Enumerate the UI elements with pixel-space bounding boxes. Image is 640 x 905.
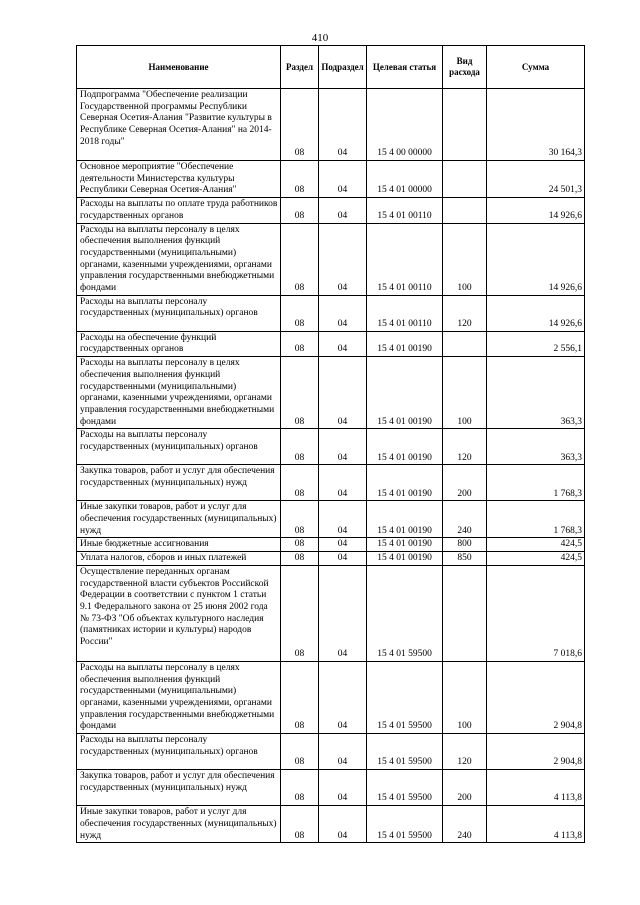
- row-name: Закупка товаров, работ и услуг для обеспечения государственных (муниципальных) нужд: [77, 465, 281, 501]
- header-subsection: Подраздел: [319, 46, 367, 89]
- table-row: [77, 501, 585, 538]
- row-section: 08: [281, 661, 319, 733]
- row-expense-type: [443, 198, 487, 223]
- row-sum: 14 926,6: [487, 198, 585, 223]
- table-row: [77, 770, 585, 806]
- row-expense-type: 200: [443, 770, 487, 806]
- row-section: 08: [281, 331, 319, 356]
- row-target: 15 4 01 00190: [367, 429, 443, 465]
- row-subsection: 04: [319, 661, 367, 733]
- row-sum: 4 113,8: [487, 806, 585, 843]
- row-sum: 363,3: [487, 357, 585, 429]
- row-section: 08: [281, 89, 319, 161]
- row-sum: 2 904,8: [487, 734, 585, 770]
- row-subsection: 04: [319, 295, 367, 331]
- table-row: [77, 161, 585, 198]
- row-expense-type: 240: [443, 806, 487, 843]
- row-target: 15 4 01 00190: [367, 357, 443, 429]
- row-subsection: 04: [319, 806, 367, 843]
- row-sum: 1 768,3: [487, 501, 585, 538]
- row-sum: 7 018,6: [487, 565, 585, 661]
- row-name: Уплата налогов, сборов и иных платежей: [77, 552, 281, 566]
- row-name: Закупка товаров, работ и услуг для обеспечения государственных (муниципальных) нужд: [77, 770, 281, 806]
- row-name: Расходы на выплаты персоналу государственных (муниципальных) органов: [77, 734, 281, 770]
- row-expense-type: 120: [443, 429, 487, 465]
- row-target: 15 4 01 00110: [367, 295, 443, 331]
- row-subsection: 04: [319, 89, 367, 161]
- row-name: Расходы на выплаты персоналу в целях обеспечения выполнения функций государственными (муниципальными) органами, казенными учреждениями, органами управления государственными внебюджетными фондами: [77, 223, 281, 295]
- row-section: 08: [281, 734, 319, 770]
- row-subsection: 04: [319, 357, 367, 429]
- row-expense-type: 800: [443, 538, 487, 552]
- row-expense-type: 240: [443, 501, 487, 538]
- row-subsection: 04: [319, 552, 367, 566]
- row-sum: 24 501,3: [487, 161, 585, 198]
- row-name: Подпрограмма "Обеспечение реализации Государственной программы Республики Северная Осетия-Алания "Развитие культуры в Республике Северная Осетия-Алания" на 2014-2018 годы": [77, 89, 281, 161]
- table-row: [77, 538, 585, 552]
- row-section: 08: [281, 465, 319, 501]
- table-header-row: [77, 46, 585, 89]
- table-row: [77, 89, 585, 161]
- row-section: 08: [281, 552, 319, 566]
- row-name: Расходы на выплаты персоналу государственных (муниципальных) органов: [77, 429, 281, 465]
- row-name: Иные закупки товаров, работ и услуг для обеспечения государственных (муниципальных) нужд: [77, 501, 281, 538]
- row-subsection: 04: [319, 429, 367, 465]
- row-target: 15 4 01 00190: [367, 465, 443, 501]
- row-expense-type: 850: [443, 552, 487, 566]
- row-section: 08: [281, 429, 319, 465]
- table-row: [77, 331, 585, 356]
- row-target: 15 4 01 59500: [367, 734, 443, 770]
- row-sum: 363,3: [487, 429, 585, 465]
- table-row: [77, 429, 585, 465]
- row-target: 15 4 01 00190: [367, 501, 443, 538]
- row-target: 15 4 01 00110: [367, 198, 443, 223]
- row-sum: 424,5: [487, 552, 585, 566]
- table-row: [77, 565, 585, 661]
- table-row: [77, 295, 585, 331]
- row-target: 15 4 01 00190: [367, 552, 443, 566]
- row-name: Иные бюджетные ассигнования: [77, 538, 281, 552]
- row-expense-type: 120: [443, 734, 487, 770]
- table-row: [77, 661, 585, 733]
- row-target: 15 4 01 00000: [367, 161, 443, 198]
- row-sum: 4 113,8: [487, 770, 585, 806]
- row-subsection: 04: [319, 565, 367, 661]
- row-section: 08: [281, 501, 319, 538]
- row-section: 08: [281, 161, 319, 198]
- row-target: 15 4 01 59500: [367, 661, 443, 733]
- row-section: 08: [281, 357, 319, 429]
- table-row: [77, 552, 585, 566]
- row-target: 15 4 01 59500: [367, 806, 443, 843]
- header-target: Целевая статья: [367, 46, 443, 89]
- row-expense-type: [443, 331, 487, 356]
- row-sum: 2 556,1: [487, 331, 585, 356]
- row-target: 15 4 01 00190: [367, 538, 443, 552]
- row-section: 08: [281, 223, 319, 295]
- row-expense-type: [443, 161, 487, 198]
- row-section: 08: [281, 198, 319, 223]
- row-name: Расходы на выплаты персоналу в целях обеспечения выполнения функций государственными (муниципальными) органами, казенными учреждениями, органами управления государственными внебюджетными фондами: [77, 357, 281, 429]
- row-expense-type: [443, 565, 487, 661]
- row-subsection: 04: [319, 223, 367, 295]
- row-sum: 30 164,3: [487, 89, 585, 161]
- row-subsection: 04: [319, 198, 367, 223]
- row-section: 08: [281, 806, 319, 843]
- row-subsection: 04: [319, 465, 367, 501]
- row-section: 08: [281, 770, 319, 806]
- header-name: Наименование: [77, 46, 281, 89]
- row-expense-type: [443, 89, 487, 161]
- header-section: Раздел: [281, 46, 319, 89]
- row-section: 08: [281, 538, 319, 552]
- table-row: [77, 465, 585, 501]
- row-target: 15 4 01 59500: [367, 565, 443, 661]
- row-sum: 2 904,8: [487, 661, 585, 733]
- row-name: Расходы на выплаты по оплате труда работников государственных органов: [77, 198, 281, 223]
- row-expense-type: 120: [443, 295, 487, 331]
- row-name: Основное мероприятие "Обеспечение деятельности Министерства культуры Республики Северная Осетия-Алания": [77, 161, 281, 198]
- row-subsection: 04: [319, 501, 367, 538]
- row-subsection: 04: [319, 331, 367, 356]
- row-target: 15 4 00 00000: [367, 89, 443, 161]
- row-expense-type: 100: [443, 661, 487, 733]
- row-section: 08: [281, 565, 319, 661]
- row-name: Иные закупки товаров, работ и услуг для обеспечения государственных (муниципальных) нужд: [77, 806, 281, 843]
- row-name: Осуществление переданных органам государственной власти субъектов Российской Федерации в соответствии с пунктом 1 статьи 9.1 Федерального закона от 25 июня 2002 года № 73-ФЗ "Об объектах культурного наследия (памятниках истории и культуры) народов России": [77, 565, 281, 661]
- page-number: 410: [311, 32, 329, 44]
- row-name: Расходы на обеспечение функций государственных органов: [77, 331, 281, 356]
- row-target: 15 4 01 00110: [367, 223, 443, 295]
- table-row: [77, 198, 585, 223]
- row-sum: 14 926,6: [487, 223, 585, 295]
- header-expense-type: Вид расхода: [443, 46, 487, 89]
- table-row: [77, 223, 585, 295]
- table-row: [77, 357, 585, 429]
- row-name: Расходы на выплаты персоналу в целях обеспечения выполнения функций государственными (муниципальными) органами, казенными учреждениями, органами управления государственными внебюджетными фондами: [77, 661, 281, 733]
- row-subsection: 04: [319, 734, 367, 770]
- row-section: 08: [281, 295, 319, 331]
- header-sum: Сумма: [487, 46, 585, 89]
- row-target: 15 4 01 00190: [367, 331, 443, 356]
- row-name: Расходы на выплаты персоналу государственных (муниципальных) органов: [77, 295, 281, 331]
- row-target: 15 4 01 59500: [367, 770, 443, 806]
- row-expense-type: 100: [443, 223, 487, 295]
- row-subsection: 04: [319, 770, 367, 806]
- row-sum: 424,5: [487, 538, 585, 552]
- row-subsection: 04: [319, 538, 367, 552]
- row-expense-type: 200: [443, 465, 487, 501]
- row-sum: 1 768,3: [487, 465, 585, 501]
- table-row: [77, 806, 585, 843]
- row-expense-type: 100: [443, 357, 487, 429]
- row-sum: 14 926,6: [487, 295, 585, 331]
- row-subsection: 04: [319, 161, 367, 198]
- budget-table: [76, 45, 585, 843]
- table-row: [77, 734, 585, 770]
